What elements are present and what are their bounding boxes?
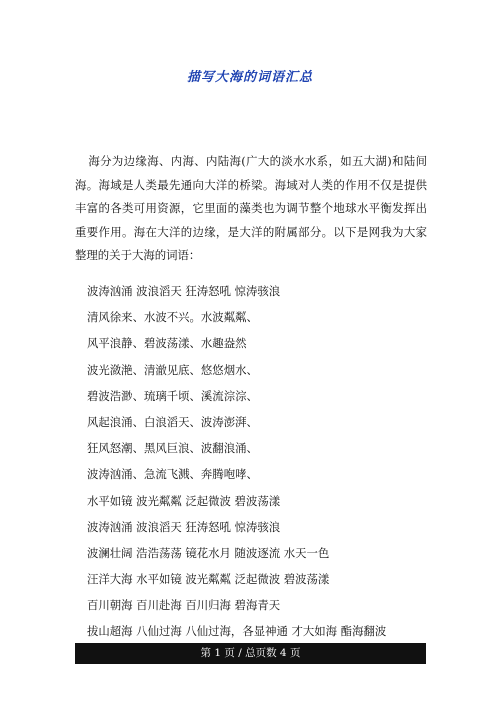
document-title: 描写大海的词语汇总 bbox=[186, 70, 313, 85]
phrase-line: 水平如镜 波光粼粼 泛起微波 碧波荡漾 bbox=[87, 493, 281, 508]
phrase-line: 清风徐来、水波不兴。水波粼粼、 bbox=[87, 310, 258, 325]
page-footer: 第 1 页 / 总页数 4 页 bbox=[75, 643, 426, 664]
intro-paragraph bbox=[75, 150, 427, 268]
phrase-line: 波涛汹涌 波浪滔天 狂涛怒吼 惊涛骇浪 bbox=[87, 519, 281, 534]
phrase-line: 波光潋滟、清澈见底、悠悠烟水、 bbox=[87, 362, 258, 377]
phrase-list bbox=[87, 278, 427, 645]
phrase-line: 狂风怒潮、黑风巨浪、波翻浪涌、 bbox=[87, 441, 258, 456]
phrase-line: 风起浪涌、白浪滔天、波涛澎湃、 bbox=[87, 414, 258, 429]
phrase-line: 波涛汹涌 波浪滔天 狂涛怒吼 惊涛骇浪 bbox=[87, 284, 281, 298]
phrase-line: 百川朝海 百川赴海 百川归海 碧海青天 bbox=[87, 598, 281, 613]
phrase-line: 波澜壮阔 浩浩荡荡 镜花水月 随波逐流 水天一色 bbox=[87, 545, 330, 560]
phrase-line: 波涛汹涌、急流飞溅、奔腾咆哮、 bbox=[87, 467, 258, 482]
phrase-line: 汪洋大海 水平如镜 波光粼粼 泛起微波 碧波荡漾 bbox=[87, 572, 330, 587]
phrase-line: 拔山超海 八仙过海 八仙过海，各显神通 才大如海 酯海翻波 bbox=[87, 624, 387, 639]
intro-text: 海分为边缘海、内海、内陆海(广大的淡水水系，如五大湖)和陆间海。海域是人类最先通向大洋的桥梁。海域对人类的作用不仅是提供丰富的各类可用资源，它里面的藻类也为调节整个地球水平衡发挥出重要作用。海在大洋的边缘，是大洋的附属部分。以下是网我为大家整理的关于大海的词语： bbox=[75, 154, 427, 262]
phrase-line: 风平浪静、碧波荡漾、水趣盎然 bbox=[87, 336, 247, 351]
phrase-line: 碧波浩渺、琉璃千顷、溪流淙淙、 bbox=[87, 388, 258, 403]
